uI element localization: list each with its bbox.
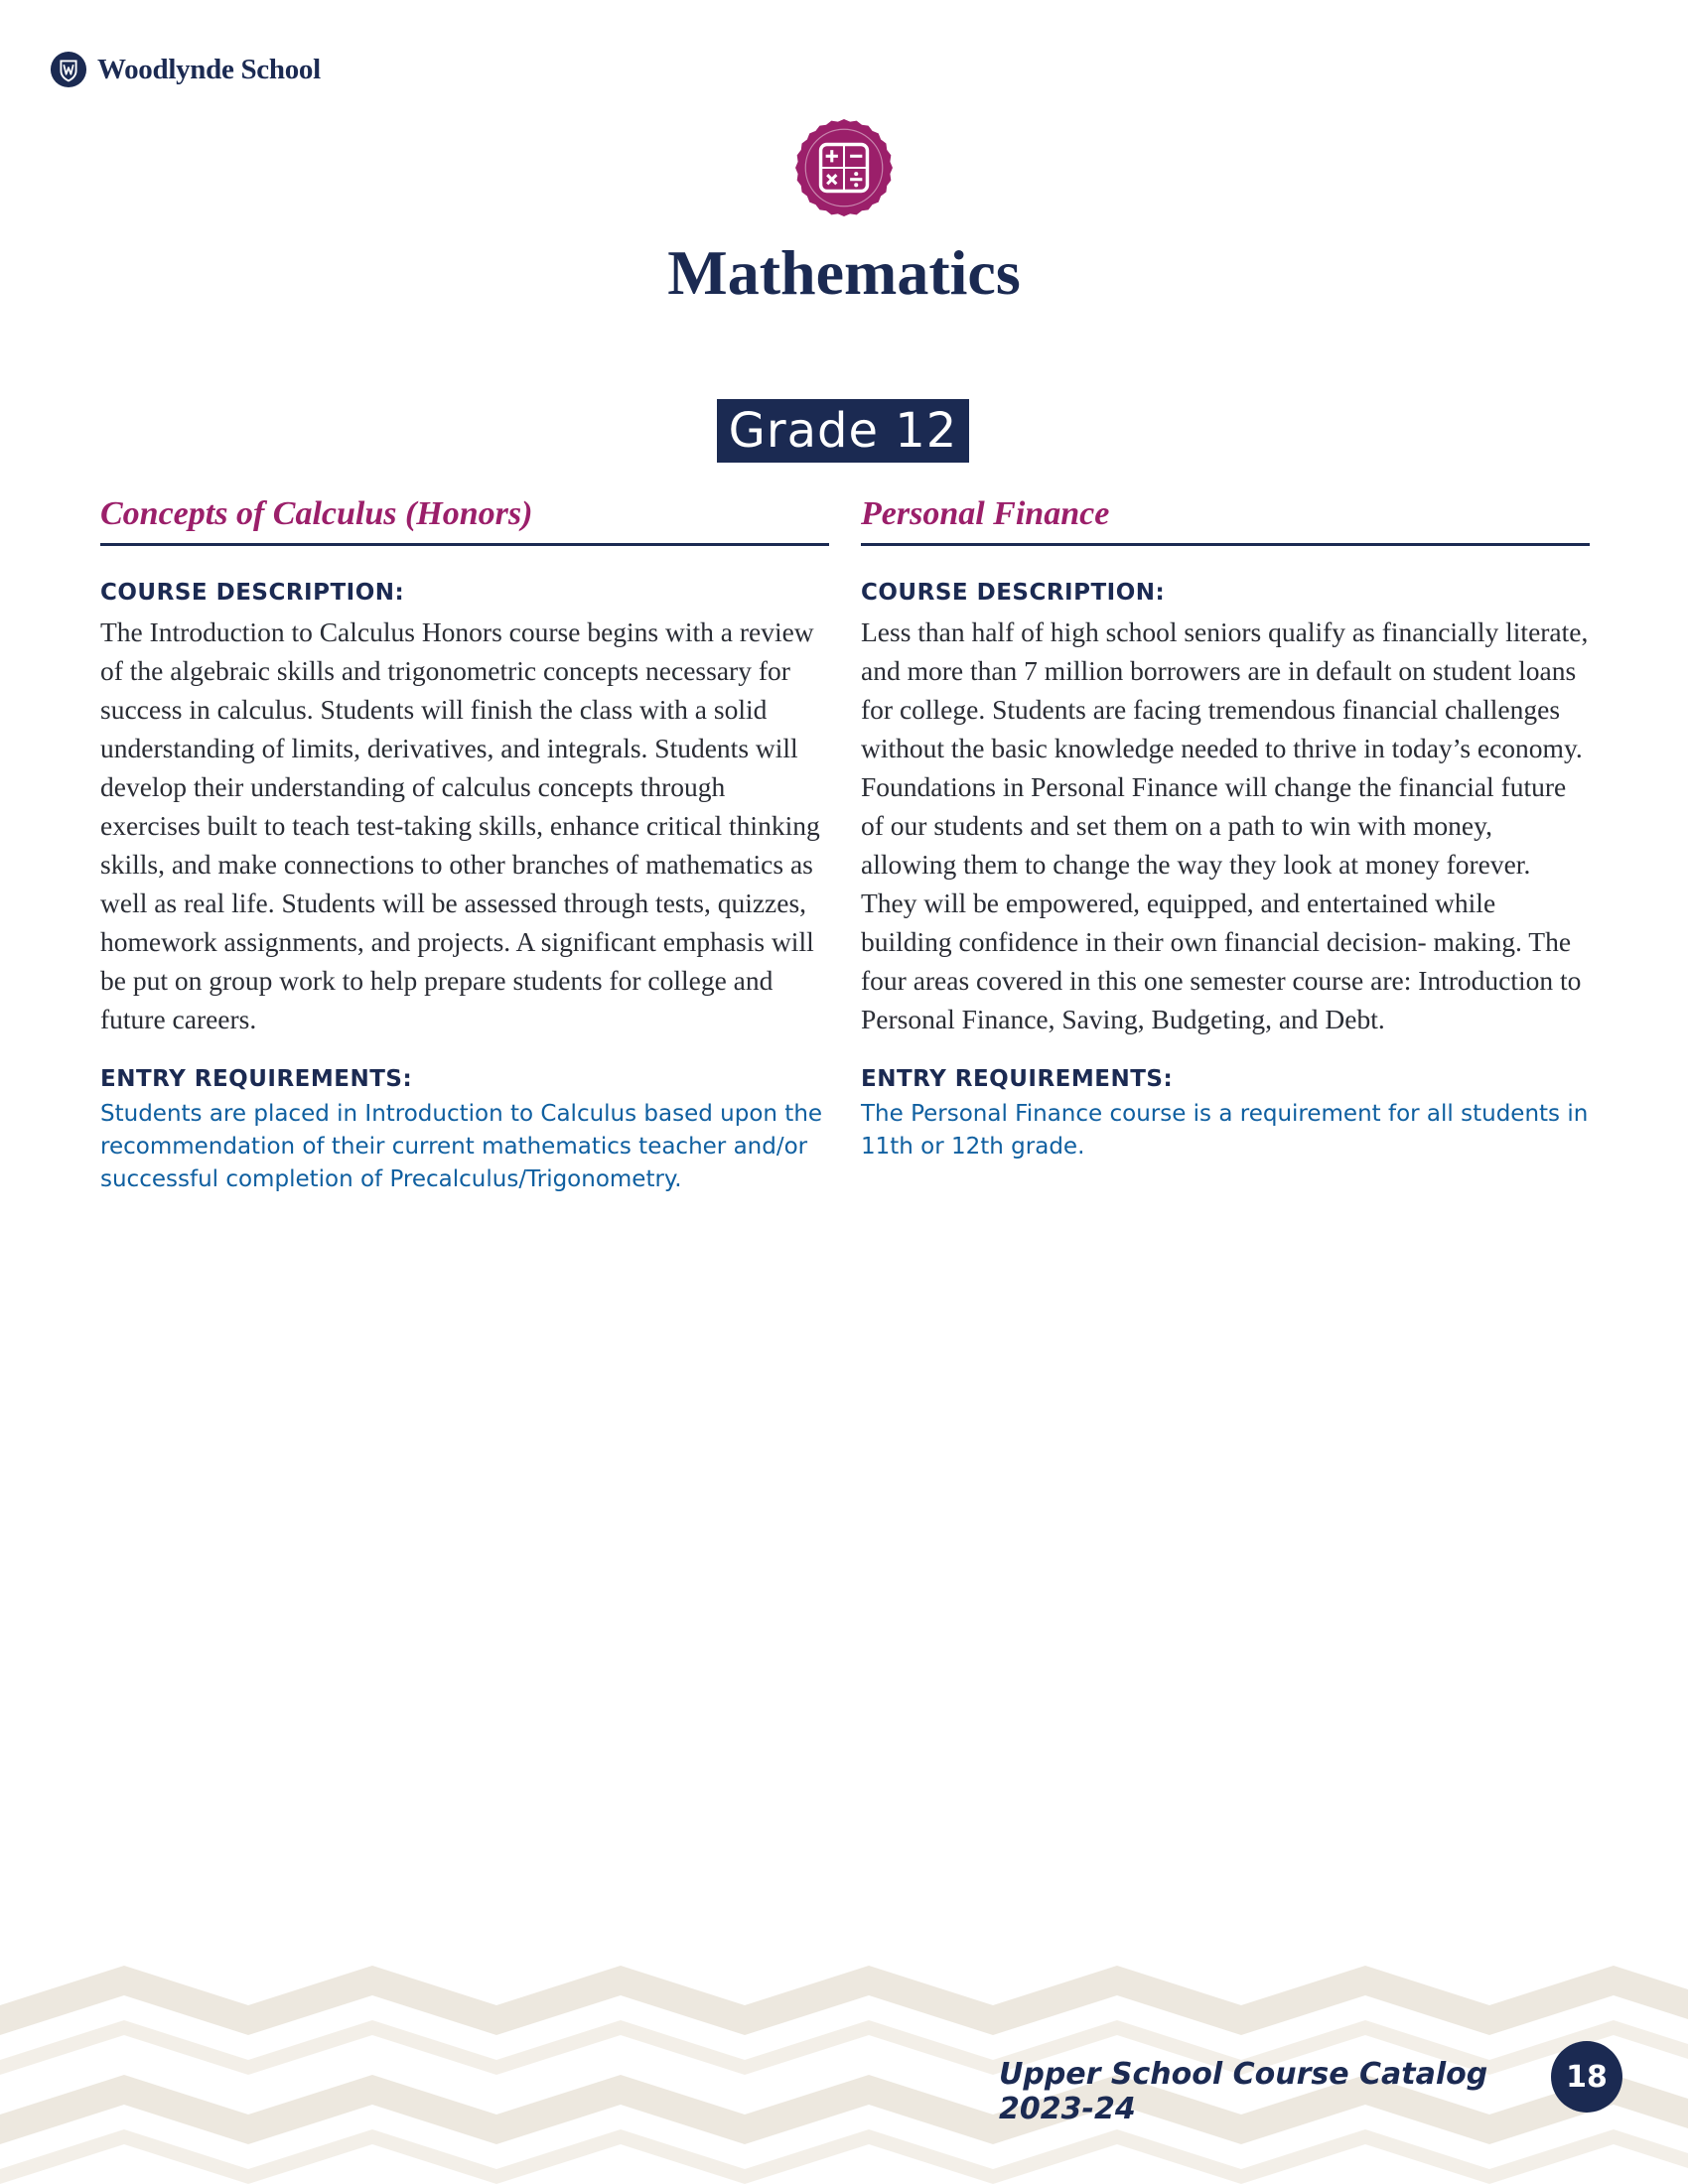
subject-title: Mathematics bbox=[667, 237, 1021, 308]
entry-requirements-text: The Personal Finance course is a requirement for all students in 11th or 12th grade. bbox=[861, 1100, 1589, 1160]
page-number: 18 bbox=[1551, 2041, 1622, 2113]
entry-requirements-label: ENTRY REQUIREMENTS: bbox=[861, 1066, 1174, 1093]
course-title: Personal Finance bbox=[861, 494, 1590, 546]
course-description-label: COURSE DESCRIPTION: bbox=[861, 579, 1166, 606]
course-title: Concepts of Calculus (Honors) bbox=[100, 494, 829, 546]
course-description-label: COURSE DESCRIPTION: bbox=[100, 579, 405, 606]
entry-requirements-label: ENTRY REQUIREMENTS: bbox=[100, 1066, 413, 1093]
calculator-icon bbox=[793, 117, 895, 218]
course-description: Less than half of high school seniors qualify as financially literate, and more than 7 million borrowers are in default on student loans for college. Students are facing tremendous financial challenges without the basic knowledge needed to thrive in today’s economy. Foundations in Personal Finance will change the financial future of our students and set them on a path to win with money, allowing them to change the way they look at money forever. They will be empowered, equipped, and entertained while building confidence in their own financial decision- making. The four areas covered in this one semester course are: Introduction to Personal Finance, Saving, Budgeting, and Debt. bbox=[861, 616, 1589, 1035]
entry-requirements-text: Students are placed in Introduction to Calculus based upon the recommendation of their current mathematics teacher and/or successful completion of Precalculus/Trigonometry. bbox=[100, 1100, 823, 1192]
shield-crest-icon bbox=[50, 51, 87, 88]
school-logo bbox=[50, 50, 321, 89]
school-name: Woodlynde School bbox=[97, 53, 321, 85]
grade-label: Grade 12 bbox=[717, 399, 969, 463]
catalog-title: Upper School Course Catalog 2023-24 bbox=[999, 2057, 1488, 2126]
course-description: The Introduction to Calculus Honors course begins with a review of the algebraic skills and trigonometric concepts necessary for success in calculus. Students will finish the class with a solid understanding of limits, derivatives, and integrals. Students will develop their understanding of calculus concepts through exercises built to teach test-taking skills, enhance critical thinking skills, and make connections to other branches of mathematics as well as real life. Students will be assessed through tests, quizzes, homework assignments, and projects. A significant emphasis will be put on group work to help prepare students for college and future careers. bbox=[100, 616, 820, 1035]
course-personal-finance bbox=[861, 494, 1590, 1163]
course-concepts-of-calculus bbox=[100, 494, 829, 1196]
